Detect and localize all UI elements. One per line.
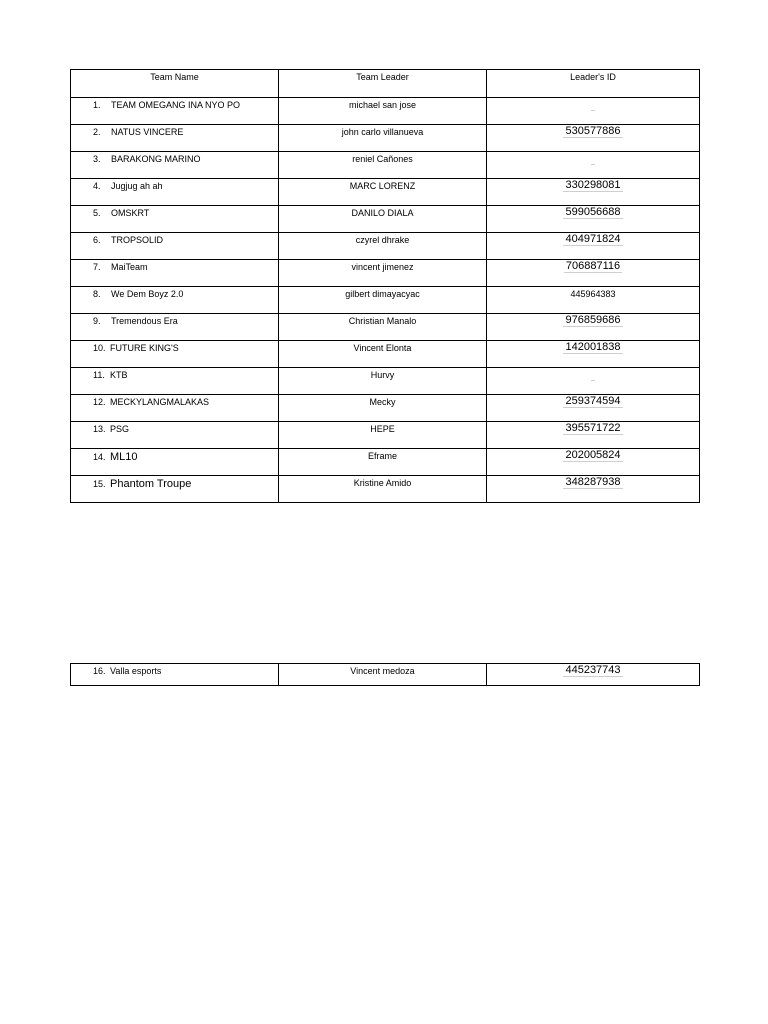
leader-id: 348287938 xyxy=(565,476,621,488)
row-number: 9. xyxy=(93,316,101,326)
table-row xyxy=(71,395,700,422)
team-leader-cell: reniel Cañones xyxy=(279,152,487,179)
teams-table xyxy=(70,69,700,503)
leader-id-cell xyxy=(487,206,700,233)
team-name-cell xyxy=(71,664,279,686)
team-name-cell xyxy=(71,314,279,341)
table-row xyxy=(71,368,700,395)
leader-id-cell xyxy=(487,152,700,179)
table-row xyxy=(71,341,700,368)
team-leader-cell: gilbert dimayacyac xyxy=(279,287,487,314)
leader-id-cell xyxy=(487,664,700,686)
row-number: 16. xyxy=(93,666,106,676)
team-name-cell xyxy=(71,179,279,206)
team-name-cell xyxy=(71,206,279,233)
leader-id-cell xyxy=(487,395,700,422)
team-leader-cell: Christian Manalo xyxy=(279,314,487,341)
team-name-cell xyxy=(71,476,279,503)
leader-id: 395571722 xyxy=(565,422,621,434)
leader-id xyxy=(591,152,595,165)
leader-id xyxy=(591,98,595,111)
table-row xyxy=(71,206,700,233)
table-row xyxy=(71,233,700,260)
team-name-cell xyxy=(71,395,279,422)
leader-id-cell xyxy=(487,449,700,476)
leader-id: 330298081 xyxy=(565,179,621,191)
row-number: 2. xyxy=(93,127,101,137)
team-name: Valla esports xyxy=(110,666,162,676)
team-name: KTB xyxy=(110,370,128,380)
team-name: OMSKRT xyxy=(111,208,150,218)
table-row xyxy=(71,125,700,152)
team-name-cell xyxy=(71,368,279,395)
table-row xyxy=(71,422,700,449)
header-team-name: Team Name xyxy=(71,70,279,98)
leader-id: 445964383 xyxy=(570,289,616,299)
row-number: 8. xyxy=(93,289,101,299)
team-name-cell xyxy=(71,125,279,152)
row-number: 3. xyxy=(93,154,101,164)
team-name: ML10 xyxy=(110,451,138,463)
team-name: Phantom Troupe xyxy=(110,478,192,490)
leader-id: 142001838 xyxy=(565,341,621,353)
team-leader-cell: czyrel dhrake xyxy=(279,233,487,260)
row-number: 13. xyxy=(93,424,106,434)
team-leader-cell: Eframe xyxy=(279,449,487,476)
team-name: BARAKONG MARINO xyxy=(111,154,201,164)
table-row xyxy=(71,449,700,476)
leader-id-cell xyxy=(487,314,700,341)
team-leader-cell: vincent jimenez xyxy=(279,260,487,287)
team-leader-cell: Mecky xyxy=(279,395,487,422)
leader-id: 706887116 xyxy=(565,260,621,272)
header-row xyxy=(71,70,700,98)
leader-id: 202005824 xyxy=(565,449,621,461)
table-row xyxy=(71,314,700,341)
team-name: TROPSOLID xyxy=(111,235,164,245)
leader-id: 599056688 xyxy=(565,206,621,218)
team-leader-cell: john carlo villanueva xyxy=(279,125,487,152)
table-row xyxy=(71,179,700,206)
leader-id-cell xyxy=(487,125,700,152)
leader-id-cell xyxy=(487,98,700,125)
leader-id-cell xyxy=(487,233,700,260)
team-leader-cell: HEPE xyxy=(279,422,487,449)
team-name-cell xyxy=(71,152,279,179)
team-name-cell xyxy=(71,422,279,449)
table-row xyxy=(71,98,700,125)
leader-id-cell xyxy=(487,368,700,395)
row-number: 4. xyxy=(93,181,101,191)
team-name: MECKYLANGMALAKAS xyxy=(110,397,210,407)
leader-id-cell xyxy=(487,422,700,449)
row-number: 1. xyxy=(93,100,101,110)
team-leader-cell: Vincent Elonta xyxy=(279,341,487,368)
table-row xyxy=(71,664,700,686)
table-row xyxy=(71,260,700,287)
table-row xyxy=(71,287,700,314)
leader-id: 530577886 xyxy=(565,125,621,137)
team-leader-cell: MARC LORENZ xyxy=(279,179,487,206)
team-leader-cell: Hurvy xyxy=(279,368,487,395)
team-name: FUTURE KING'S xyxy=(110,343,179,353)
team-name-cell xyxy=(71,449,279,476)
row-number: 7. xyxy=(93,262,101,272)
team-name: NATUS VINCERE xyxy=(111,127,184,137)
leader-id xyxy=(591,368,595,381)
team-name-cell xyxy=(71,260,279,287)
row-number: 11. xyxy=(93,370,105,380)
row-number: 6. xyxy=(93,235,101,245)
leader-id: 259374594 xyxy=(565,395,621,407)
team-leader-cell: michael san jose xyxy=(279,98,487,125)
leader-id-cell xyxy=(487,476,700,503)
teams-table-continued xyxy=(70,663,700,686)
team-name: Jugjug ah ah xyxy=(111,181,163,191)
leader-id-cell xyxy=(487,287,700,314)
leader-id: 976859686 xyxy=(565,314,621,326)
row-number: 5. xyxy=(93,208,101,218)
leader-id-cell xyxy=(487,260,700,287)
team-name: We Dem Boyz 2.0 xyxy=(111,289,184,299)
row-number: 12. xyxy=(93,397,106,407)
leader-id: 404971824 xyxy=(565,233,621,245)
table-row xyxy=(71,152,700,179)
team-name-cell xyxy=(71,98,279,125)
team-name: TEAM OMEGANG INA NYO PO xyxy=(111,100,241,110)
leader-id-cell xyxy=(487,179,700,206)
header-team-leader: Team Leader xyxy=(279,70,487,98)
team-name: Tremendous Era xyxy=(111,316,178,326)
row-number: 15. xyxy=(93,479,106,489)
leader-id: 445237743 xyxy=(565,664,621,676)
team-leader-cell: Vincent medoza xyxy=(279,664,487,686)
team-name-cell xyxy=(71,233,279,260)
team-leader-cell: DANILO DIALA xyxy=(279,206,487,233)
team-name: PSG xyxy=(110,424,130,434)
header-leader-id: Leader's ID xyxy=(487,70,700,98)
row-number: 10. xyxy=(93,343,106,353)
team-name-cell xyxy=(71,341,279,368)
leader-id-cell xyxy=(487,341,700,368)
table-row xyxy=(71,476,700,503)
team-leader-cell: Kristine Amido xyxy=(279,476,487,503)
team-name-cell xyxy=(71,287,279,314)
row-number: 14. xyxy=(93,452,106,462)
team-name: MaiTeam xyxy=(111,262,148,272)
